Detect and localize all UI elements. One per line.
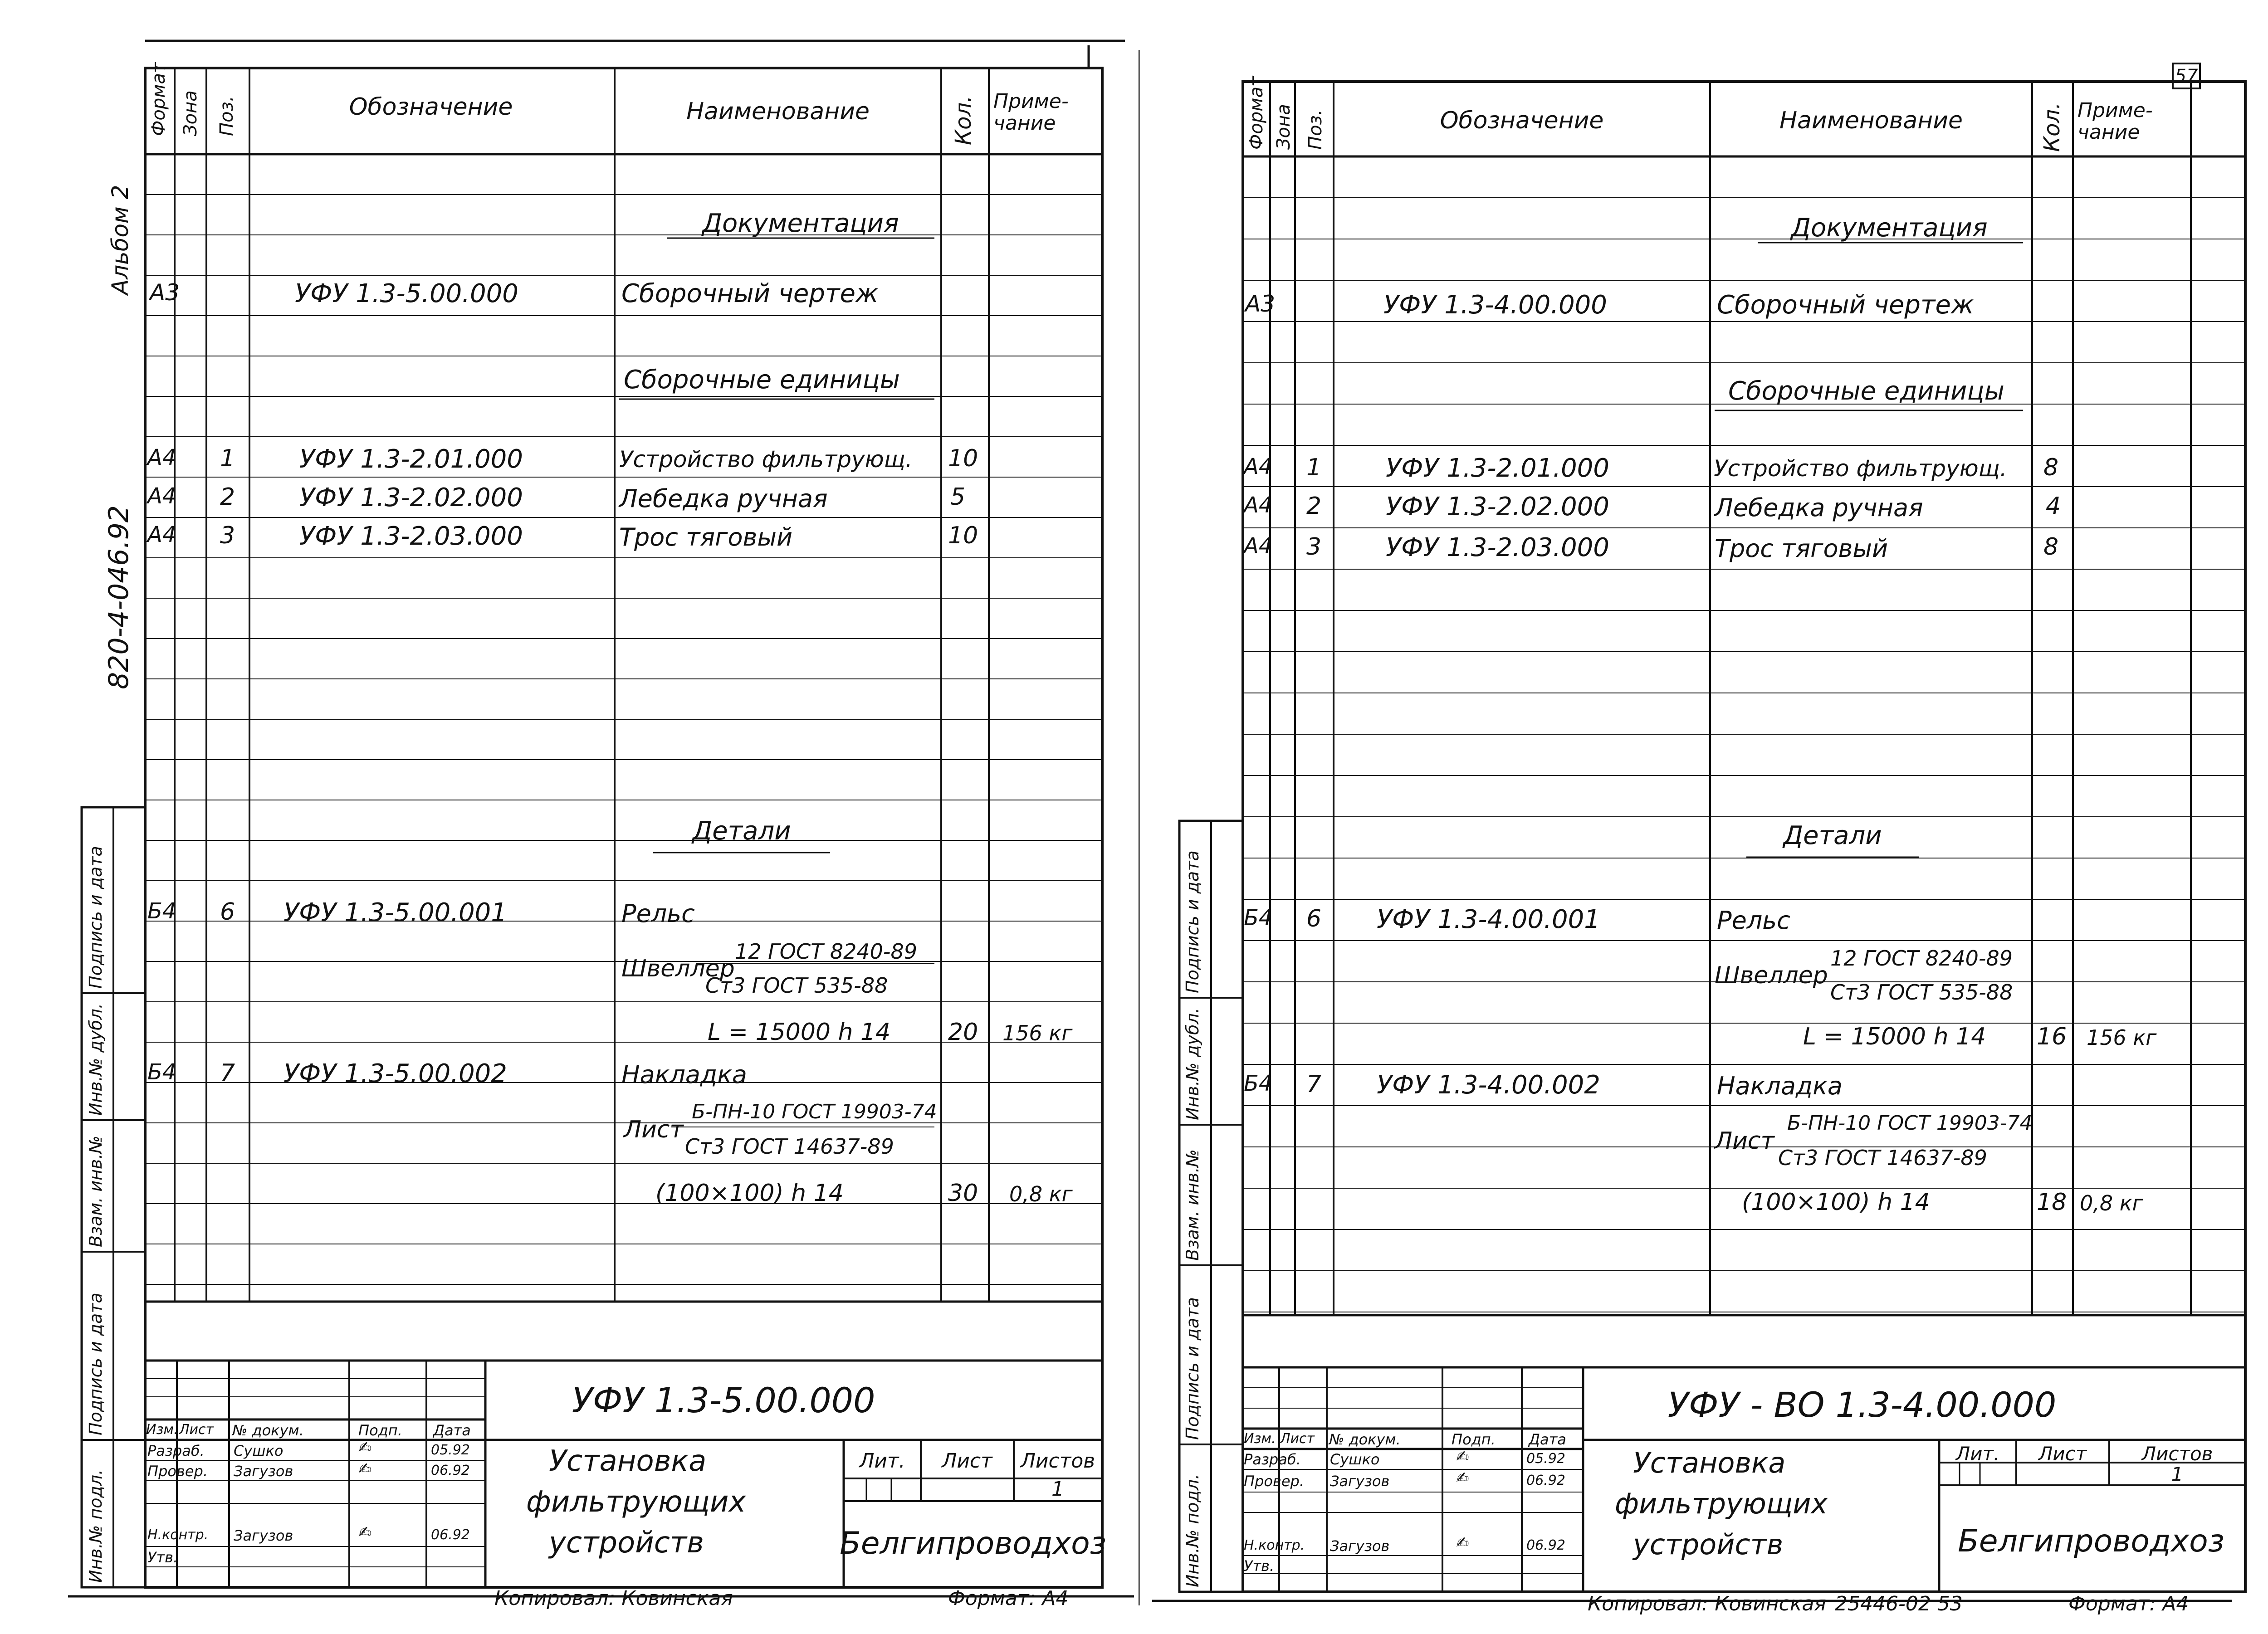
doc-designation: УФУ 1.3-4.00.000 xyxy=(1383,290,1607,320)
tb-label-sheetcol: Лист xyxy=(942,1449,992,1473)
part-material-top: 12 ГОСТ 8240-89 xyxy=(1830,946,2013,971)
stamp-swap-inv: Взам. инв.№ xyxy=(86,1136,106,1247)
part-name: Рельс xyxy=(621,899,695,928)
footer-extra: 25446-02 53 xyxy=(1835,1592,1963,1615)
stamp-sign-date: Подпись и дата xyxy=(1183,850,1202,993)
unit-qty: 10 xyxy=(948,522,978,549)
unit-pos: 2 xyxy=(220,483,235,511)
tb-role-approved: Утв. xyxy=(147,1549,178,1566)
unit-qty: 8 xyxy=(2043,533,2059,561)
title-line-2: фильтрующих xyxy=(1615,1487,1828,1520)
unit-designation: УФУ 1.3-2.01.000 xyxy=(1386,454,1609,483)
unit-name: Устройство фильтрующ. xyxy=(1714,455,2007,482)
part-format: Б4 xyxy=(1244,1071,1273,1096)
tb-label-rev: Изм. xyxy=(1244,1431,1276,1447)
unit-name: Устройство фильтрующ. xyxy=(619,446,913,473)
unit-pos: 1 xyxy=(1306,454,1322,481)
part-material-prefix: Лист xyxy=(624,1116,684,1143)
part-size: L = 15000 h 14 xyxy=(708,1019,891,1046)
tb-role-normctrl: Н.контр. xyxy=(1244,1537,1305,1553)
part-designation: УФУ 1.3-5.00.001 xyxy=(284,898,507,927)
section-assemblies: Сборочные единицы xyxy=(624,365,900,395)
unit-designation: УФУ 1.3-2.03.000 xyxy=(1386,533,1609,562)
tb-label-date: Дата xyxy=(433,1422,471,1439)
tb-label-sign: Подп. xyxy=(1452,1431,1496,1448)
part-pos: 7 xyxy=(1306,1071,1322,1098)
header-pos: Поз. xyxy=(1305,109,1326,150)
part-material-bottom: Ст3 ГОСТ 14637-89 xyxy=(685,1134,894,1159)
stamp-swap-inv: Взам. инв.№ xyxy=(1183,1149,1202,1261)
header-name: Наименование xyxy=(1779,107,1963,134)
part-size: (100×100) h 14 xyxy=(655,1180,844,1207)
signature-developed: ✍ xyxy=(1456,1448,1469,1466)
signature-checked: ✍ xyxy=(1456,1469,1469,1487)
tb-label-docno: № докум. xyxy=(232,1422,304,1439)
tb-name-checked: Загузов xyxy=(234,1463,293,1480)
tb-sheets-total: 1 xyxy=(1051,1478,1064,1501)
page-number: 57 xyxy=(2175,66,2198,87)
part-qty: 20 xyxy=(948,1019,978,1046)
part-size: (100×100) h 14 xyxy=(1742,1189,1930,1216)
part-designation: УФУ 1.3-4.00.002 xyxy=(1377,1070,1600,1100)
unit-pos: 1 xyxy=(220,445,235,472)
section-parts: Детали xyxy=(692,816,791,846)
project-code-label: 820-4-046.92 xyxy=(103,505,135,689)
tb-role-approved: Утв. xyxy=(1244,1557,1275,1575)
section-parts: Детали xyxy=(1783,821,1882,850)
tb-name-normctrl: Загузов xyxy=(234,1527,293,1544)
tb-role-developed: Разраб. xyxy=(1244,1451,1301,1468)
header-format: Формат xyxy=(1246,76,1267,150)
unit-name: Лебедка ручная xyxy=(619,484,828,513)
unit-pos: 3 xyxy=(1306,533,1322,561)
stamp-sign-date: Подпись и дата xyxy=(86,846,106,989)
part-format: Б4 xyxy=(147,898,176,924)
tb-label-sheetcol: Лист xyxy=(2038,1443,2087,1465)
doc-name: Сборочный чертеж xyxy=(1717,290,1974,320)
tb-label-sheets: Листов xyxy=(1020,1449,1095,1473)
part-qty: 30 xyxy=(948,1180,978,1207)
doc-designation: УФУ 1.3-5.00.000 xyxy=(295,279,518,308)
part-pos: 7 xyxy=(220,1059,235,1087)
header-pos: Поз. xyxy=(216,96,237,136)
title-doc-code: УФУ 1.3-5.00.000 xyxy=(572,1380,875,1420)
title-line-2: фильтрующих xyxy=(526,1485,746,1519)
unit-name: Лебедка ручная xyxy=(1715,493,1923,522)
stamp-dup-inv: Инв.№ дубл. xyxy=(86,1003,106,1116)
header-format: Формат xyxy=(148,62,169,136)
part-material-prefix: Швеллер xyxy=(621,955,735,982)
part-pos: 6 xyxy=(220,898,235,926)
header-qty: Кол. xyxy=(2039,102,2065,152)
unit-format: А4 xyxy=(1244,533,1273,559)
doc-format: А3 xyxy=(150,279,180,306)
stamp-sign-date-2: Подпись и дата xyxy=(86,1293,106,1435)
part-name: Накладка xyxy=(1717,1072,1843,1100)
part-material-prefix: Лист xyxy=(1715,1127,1774,1155)
part-note: 156 кг xyxy=(1002,1021,1073,1045)
unit-format: А4 xyxy=(147,445,176,470)
part-material-top: 12 ГОСТ 8240-89 xyxy=(735,939,918,964)
unit-format: А4 xyxy=(1244,493,1273,518)
organization-name: Белгипроводхоз xyxy=(1958,1523,2224,1559)
doc-format: А3 xyxy=(1245,291,1276,317)
unit-format: А4 xyxy=(147,483,176,509)
tb-name-developed: Сушко xyxy=(234,1442,284,1459)
part-note: 0,8 кг xyxy=(1009,1182,1073,1206)
signature-developed: ✍ xyxy=(358,1439,371,1457)
unit-qty: 8 xyxy=(2043,454,2059,481)
part-name: Накладка xyxy=(621,1060,747,1089)
part-format: Б4 xyxy=(147,1059,176,1085)
footer-format: Формат: А4 xyxy=(948,1587,1069,1610)
unit-designation: УФУ 1.3-2.02.000 xyxy=(299,483,523,512)
part-material-top: Б-ПН-10 ГОСТ 19903-74 xyxy=(692,1100,937,1123)
tb-name-developed: Сушко xyxy=(1330,1451,1380,1468)
tb-role-normctrl: Н.контр. xyxy=(147,1527,209,1543)
part-size: L = 15000 h 14 xyxy=(1803,1023,1986,1050)
header-zone: Зона xyxy=(1273,104,1294,150)
unit-qty: 5 xyxy=(950,483,966,511)
title-line-1: Установка xyxy=(1633,1446,1786,1479)
tb-date-checked: 06.92 xyxy=(1526,1473,1565,1488)
part-pos: 6 xyxy=(1306,905,1322,932)
tb-label-rev: Изм. xyxy=(146,1422,178,1438)
tb-role-checked: Провер. xyxy=(1244,1473,1304,1490)
tb-date-normctrl: 06.92 xyxy=(431,1527,470,1543)
title-line-3: устройств xyxy=(1633,1528,1784,1561)
stamp-dup-inv: Инв.№ дубл. xyxy=(1183,1008,1202,1120)
part-designation: УФУ 1.3-4.00.001 xyxy=(1377,905,1600,934)
header-name: Наименование xyxy=(686,98,870,125)
unit-designation: УФУ 1.3-2.01.000 xyxy=(299,444,523,474)
tb-name-normctrl: Загузов xyxy=(1330,1537,1390,1555)
section-docs: Документация xyxy=(1791,213,1988,243)
part-material-prefix: Швеллер xyxy=(1715,962,1828,989)
tb-date-developed: 05.92 xyxy=(1526,1451,1565,1467)
header-zone: Зона xyxy=(180,90,201,136)
part-material-top: Б-ПН-10 ГОСТ 19903-74 xyxy=(1787,1112,2033,1135)
tb-label-docno: № докум. xyxy=(1329,1431,1401,1448)
part-qty: 16 xyxy=(2037,1023,2067,1050)
part-note: 0,8 кг xyxy=(2080,1191,2143,1215)
header-note: Приме- чание xyxy=(993,90,1069,135)
tb-label-sheet: Лист xyxy=(179,1422,214,1438)
signature-normctrl: ✍ xyxy=(358,1523,371,1541)
unit-designation: УФУ 1.3-2.03.000 xyxy=(299,522,523,551)
unit-pos: 3 xyxy=(220,522,235,549)
part-designation: УФУ 1.3-5.00.002 xyxy=(284,1059,507,1088)
unit-format: А4 xyxy=(147,522,176,547)
part-material-bottom: Ст3 ГОСТ 535-88 xyxy=(1830,980,2013,1005)
unit-designation: УФУ 1.3-2.02.000 xyxy=(1386,492,1609,522)
title-line-1: Установка xyxy=(549,1444,707,1478)
footer-copied: Копировал: Ковинская xyxy=(1588,1592,1826,1615)
header-designation: Обозначение xyxy=(1440,107,1604,134)
tb-label-sheet: Лист xyxy=(1280,1431,1315,1447)
doc-name: Сборочный чертеж xyxy=(621,279,879,308)
tb-name-checked: Загузов xyxy=(1330,1473,1390,1490)
header-designation: Обозначение xyxy=(349,93,513,121)
tb-label-sign: Подп. xyxy=(358,1422,402,1439)
tb-sheets-total: 1 xyxy=(2171,1463,2184,1485)
part-note: 156 кг xyxy=(2087,1025,2157,1050)
tb-label-lit: Лит. xyxy=(1955,1443,2000,1465)
organization-name: Белгипроводхоз xyxy=(840,1526,1106,1561)
stamp-orig-inv: Инв.№ подл. xyxy=(1183,1473,1202,1587)
footer-copied: Копировал: Ковинская xyxy=(494,1587,733,1610)
signature-checked: ✍ xyxy=(358,1460,371,1478)
header-qty: Кол. xyxy=(951,95,976,145)
section-docs: Документация xyxy=(702,209,899,238)
tb-date-normctrl: 06.92 xyxy=(1526,1537,1565,1553)
header-note: Приме- чание xyxy=(2077,99,2153,144)
tb-role-developed: Разраб. xyxy=(147,1442,205,1459)
stamp-sign-date-2: Подпись и дата xyxy=(1183,1297,1202,1440)
tb-label-lit: Лит. xyxy=(859,1449,905,1473)
section-assemblies: Сборочные единицы xyxy=(1728,376,2004,406)
tb-label-sheets: Листов xyxy=(2141,1443,2213,1465)
part-material-bottom: Ст3 ГОСТ 535-88 xyxy=(705,973,888,998)
stamp-orig-inv: Инв.№ подл. xyxy=(86,1469,106,1583)
title-doc-code: УФУ - ВО 1.3-4.00.000 xyxy=(1667,1385,2057,1425)
part-material-bottom: Ст3 ГОСТ 14637-89 xyxy=(1778,1146,1987,1170)
unit-format: А4 xyxy=(1244,454,1273,479)
tb-date-checked: 06.92 xyxy=(431,1463,470,1478)
signature-normctrl: ✍ xyxy=(1456,1534,1469,1552)
right-sheet xyxy=(1139,0,2268,1634)
title-line-3: устройств xyxy=(549,1526,704,1560)
part-name: Рельс xyxy=(1717,906,1790,935)
tb-role-checked: Провер. xyxy=(147,1463,208,1480)
unit-name: Трос тяговый xyxy=(1715,534,1888,563)
unit-pos: 2 xyxy=(1306,493,1322,520)
unit-name: Трос тяговый xyxy=(619,523,793,551)
unit-qty: 10 xyxy=(948,445,978,472)
unit-qty: 4 xyxy=(2046,493,2061,520)
part-format: Б4 xyxy=(1244,905,1273,931)
tb-label-date: Дата xyxy=(1529,1431,1566,1448)
tb-date-developed: 05.92 xyxy=(431,1442,470,1458)
part-qty: 18 xyxy=(2037,1189,2067,1216)
footer-format: Формат: А4 xyxy=(2068,1592,2189,1615)
album-label: Альбом 2 xyxy=(107,185,133,295)
